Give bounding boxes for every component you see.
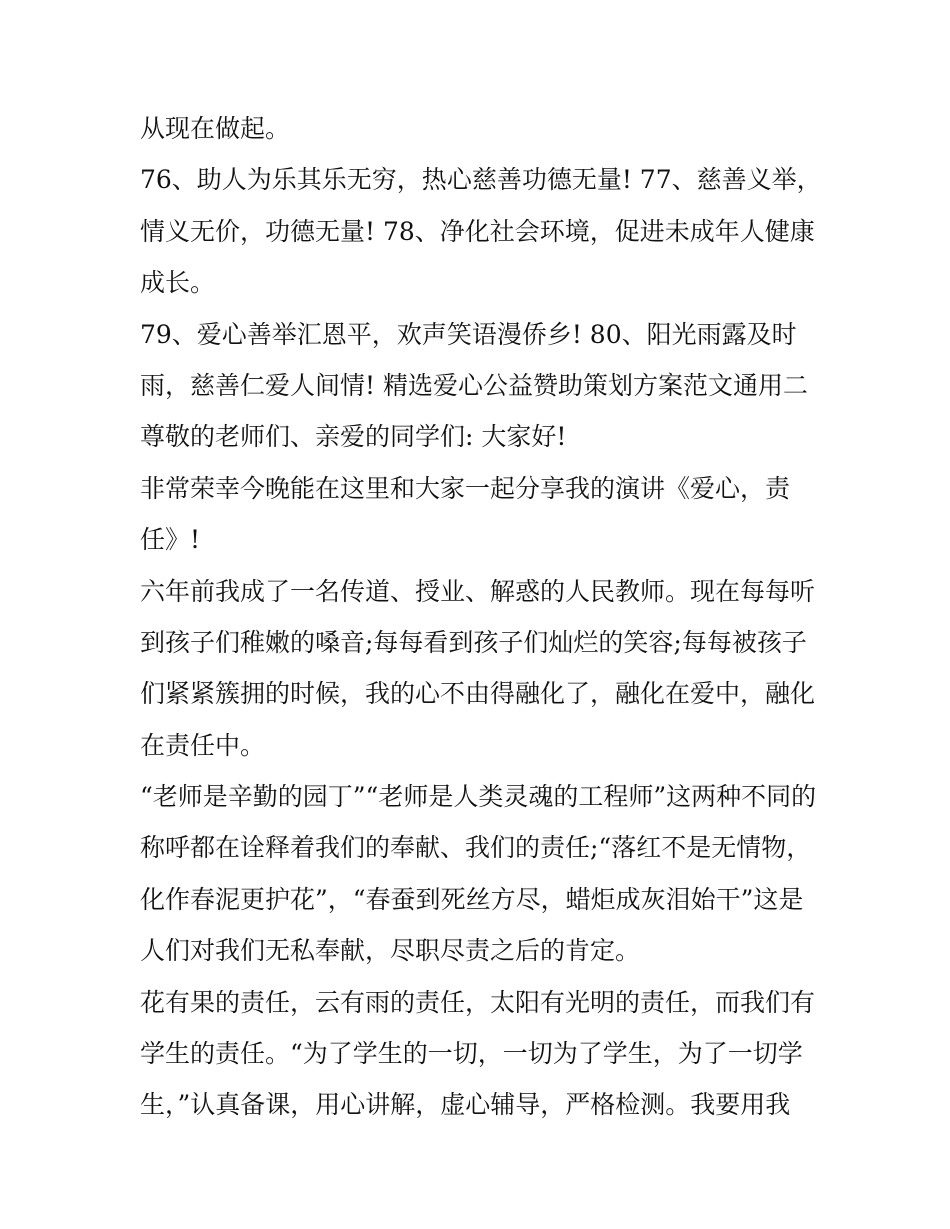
text-line: 人们对我们无私奉献，尽职尽责之后的肯定。 (140, 936, 641, 966)
text-line: 生，”认真备课，用心讲解，虚心辅导，严格检测。我要用我 (140, 1090, 791, 1120)
text-line: 情义无价，功德无量! 78、净化社会环境，促进未成年人健康 (140, 216, 815, 246)
text-line: 到孩子们稚嫩的嗓音;每每看到孩子们灿烂的笑容;每每被孩子 (140, 627, 807, 657)
text-line: 成长。 (140, 268, 216, 298)
text-line: 在责任中。 (140, 730, 266, 760)
text-line: 任》! (140, 525, 201, 555)
text-line: 79、爱心善举汇恩平，欢声笑语漫侨乡! 80、阳光雨露及时 (140, 319, 797, 349)
text-line: 76、助人为乐其乐无穷，热心慈善功德无量! 77、慈善义举， (140, 165, 822, 195)
text-line: 学生的责任。“为了学生的一切，一切为了学生，为了一切学 (140, 1039, 803, 1069)
text-line: 从现在做起。 (140, 114, 291, 143)
text-line: 化作春泥更护花”，“春蚕到死丝方尽，蜡炬成灰泪始干”这是 (140, 884, 804, 914)
text-line: 称呼都在诠释着我们的奉献、我们的责任;“落红不是无情物， (140, 833, 812, 863)
text-line: 花有果的责任，云有雨的责任，太阳有光明的责任，而我们有 (140, 987, 816, 1017)
text-line: 雨，慈善仁爱人间情! 精选爱心公益赞助策划方案范文通用二 (140, 370, 808, 400)
document-text-body (140, 103, 820, 1131)
text-line: 尊敬的老师们、亲爱的同学们: 大家好! (140, 422, 567, 452)
text-line: 六年前我成了一名传道、授业、解惑的人民教师。现在每每听 (140, 576, 816, 606)
text-line: “老师是辛勤的园丁”“老师是人类灵魂的工程师”这两种不同的 (140, 782, 817, 812)
text-line: 非常荣幸今晚能在这里和大家一起分享我的演讲《爱心，责 (140, 473, 791, 503)
text-line: 们紧紧簇拥的时候，我的心不由得融化了，融化在爱中，融化 (140, 679, 816, 709)
